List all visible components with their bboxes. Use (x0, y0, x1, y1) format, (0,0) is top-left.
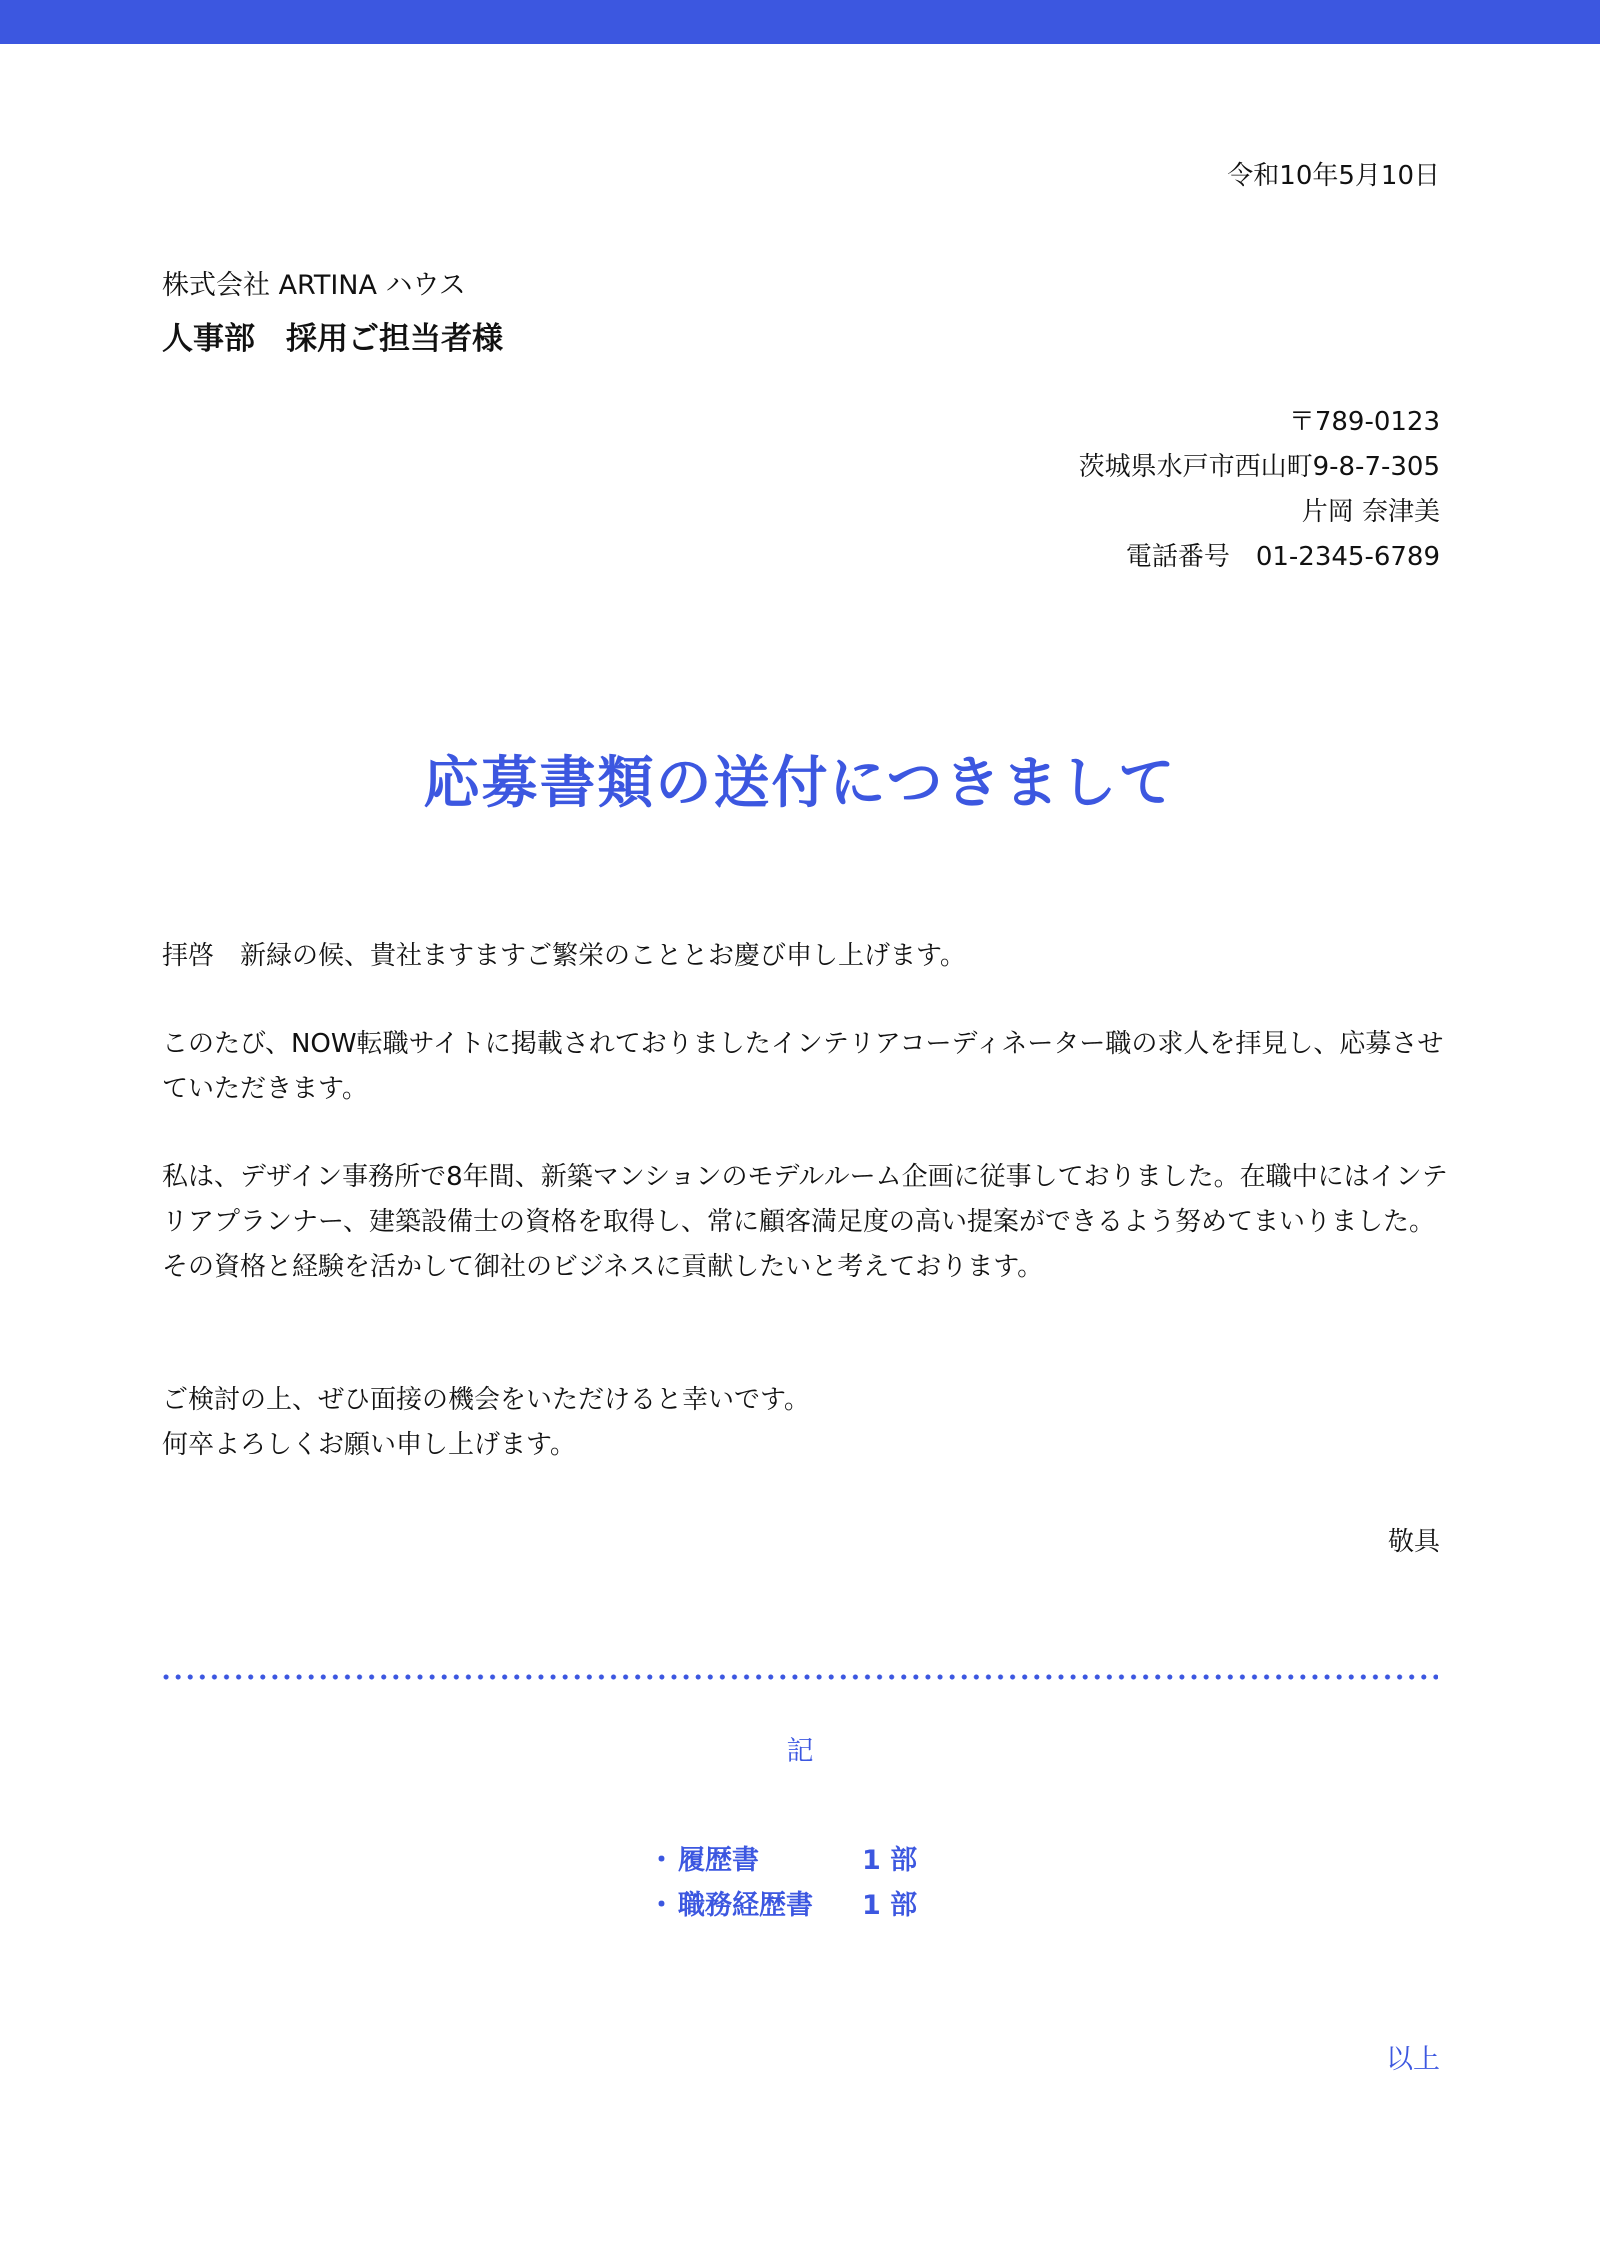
greeting-text: 拝啓 新緑の候、貴社ますますご繁栄のこととお慶び申し上げます。 (162, 941, 966, 971)
greeting-paragraph (162, 934, 1452, 979)
body-paragraph-3 (162, 1378, 1452, 1468)
closing-phrase: 敬具 (1387, 1527, 1440, 1557)
paragraph-1-text: このたび、NOW転職サイトに掲載されておりましたインテリアコーディネーター職の求人を拝見し、応募させていただきます。 (162, 1029, 1444, 1104)
body-paragraph-2 (162, 1155, 1452, 1290)
sender-name: 片岡 奈津美 (1301, 497, 1440, 527)
body-paragraph-1 (162, 1022, 1452, 1112)
enclosure-item (648, 1883, 917, 1928)
sender-address: 茨城県水戸市西山町9-8-7-305 (1078, 452, 1440, 482)
sender-block (1079, 400, 1440, 580)
enclosure-item-quantity: 1 部 (862, 1890, 918, 1921)
sender-postal-code: 〒789-0123 (1288, 407, 1440, 437)
letter-date: 令和10年5月10日 (1227, 161, 1440, 191)
bullet-icon: ・ (648, 1845, 675, 1876)
sender-phone: 電話番号 01-2345-6789 (1125, 542, 1440, 572)
enclosure-list (648, 1838, 917, 1928)
top-accent-bar (0, 0, 1600, 44)
enclosure-heading: 記 (786, 1736, 814, 1767)
dotted-separator (160, 1674, 1438, 1680)
recipient-department: 人事部 採用ご担当者様 (162, 321, 503, 357)
enclosure-item-quantity: 1 部 (862, 1845, 918, 1876)
enclosure-item-name: 職務経歴書 (678, 1890, 813, 1921)
paragraph-2-text: 私は、デザイン事務所で8年間、新築マンションのモデルルーム企画に従事しておりました。在職中にはインテリアプランナー、建築設備士の資格を取得し、常に顧客満足度の高い提案ができるよう努めてまいりました。その資格と経験を活かして御社のビジネスに貢献したいと考えております。 (162, 1162, 1448, 1282)
letter-title: 応募書類の送付につきまして (423, 751, 1177, 816)
paragraph-3-line-1: ご検討の上、ぜひ面接の機会をいただけると幸いです。 (162, 1385, 810, 1415)
end-mark: 以上 (1386, 2044, 1440, 2075)
enclosure-item (648, 1838, 917, 1883)
bullet-icon: ・ (648, 1890, 675, 1921)
enclosure-item-name: 履歴書 (678, 1845, 759, 1876)
recipient-company: 株式会社 ARTINA ハウス (162, 270, 466, 301)
paragraph-3-line-2: 何卒よろしくお願い申し上げます。 (162, 1430, 576, 1460)
